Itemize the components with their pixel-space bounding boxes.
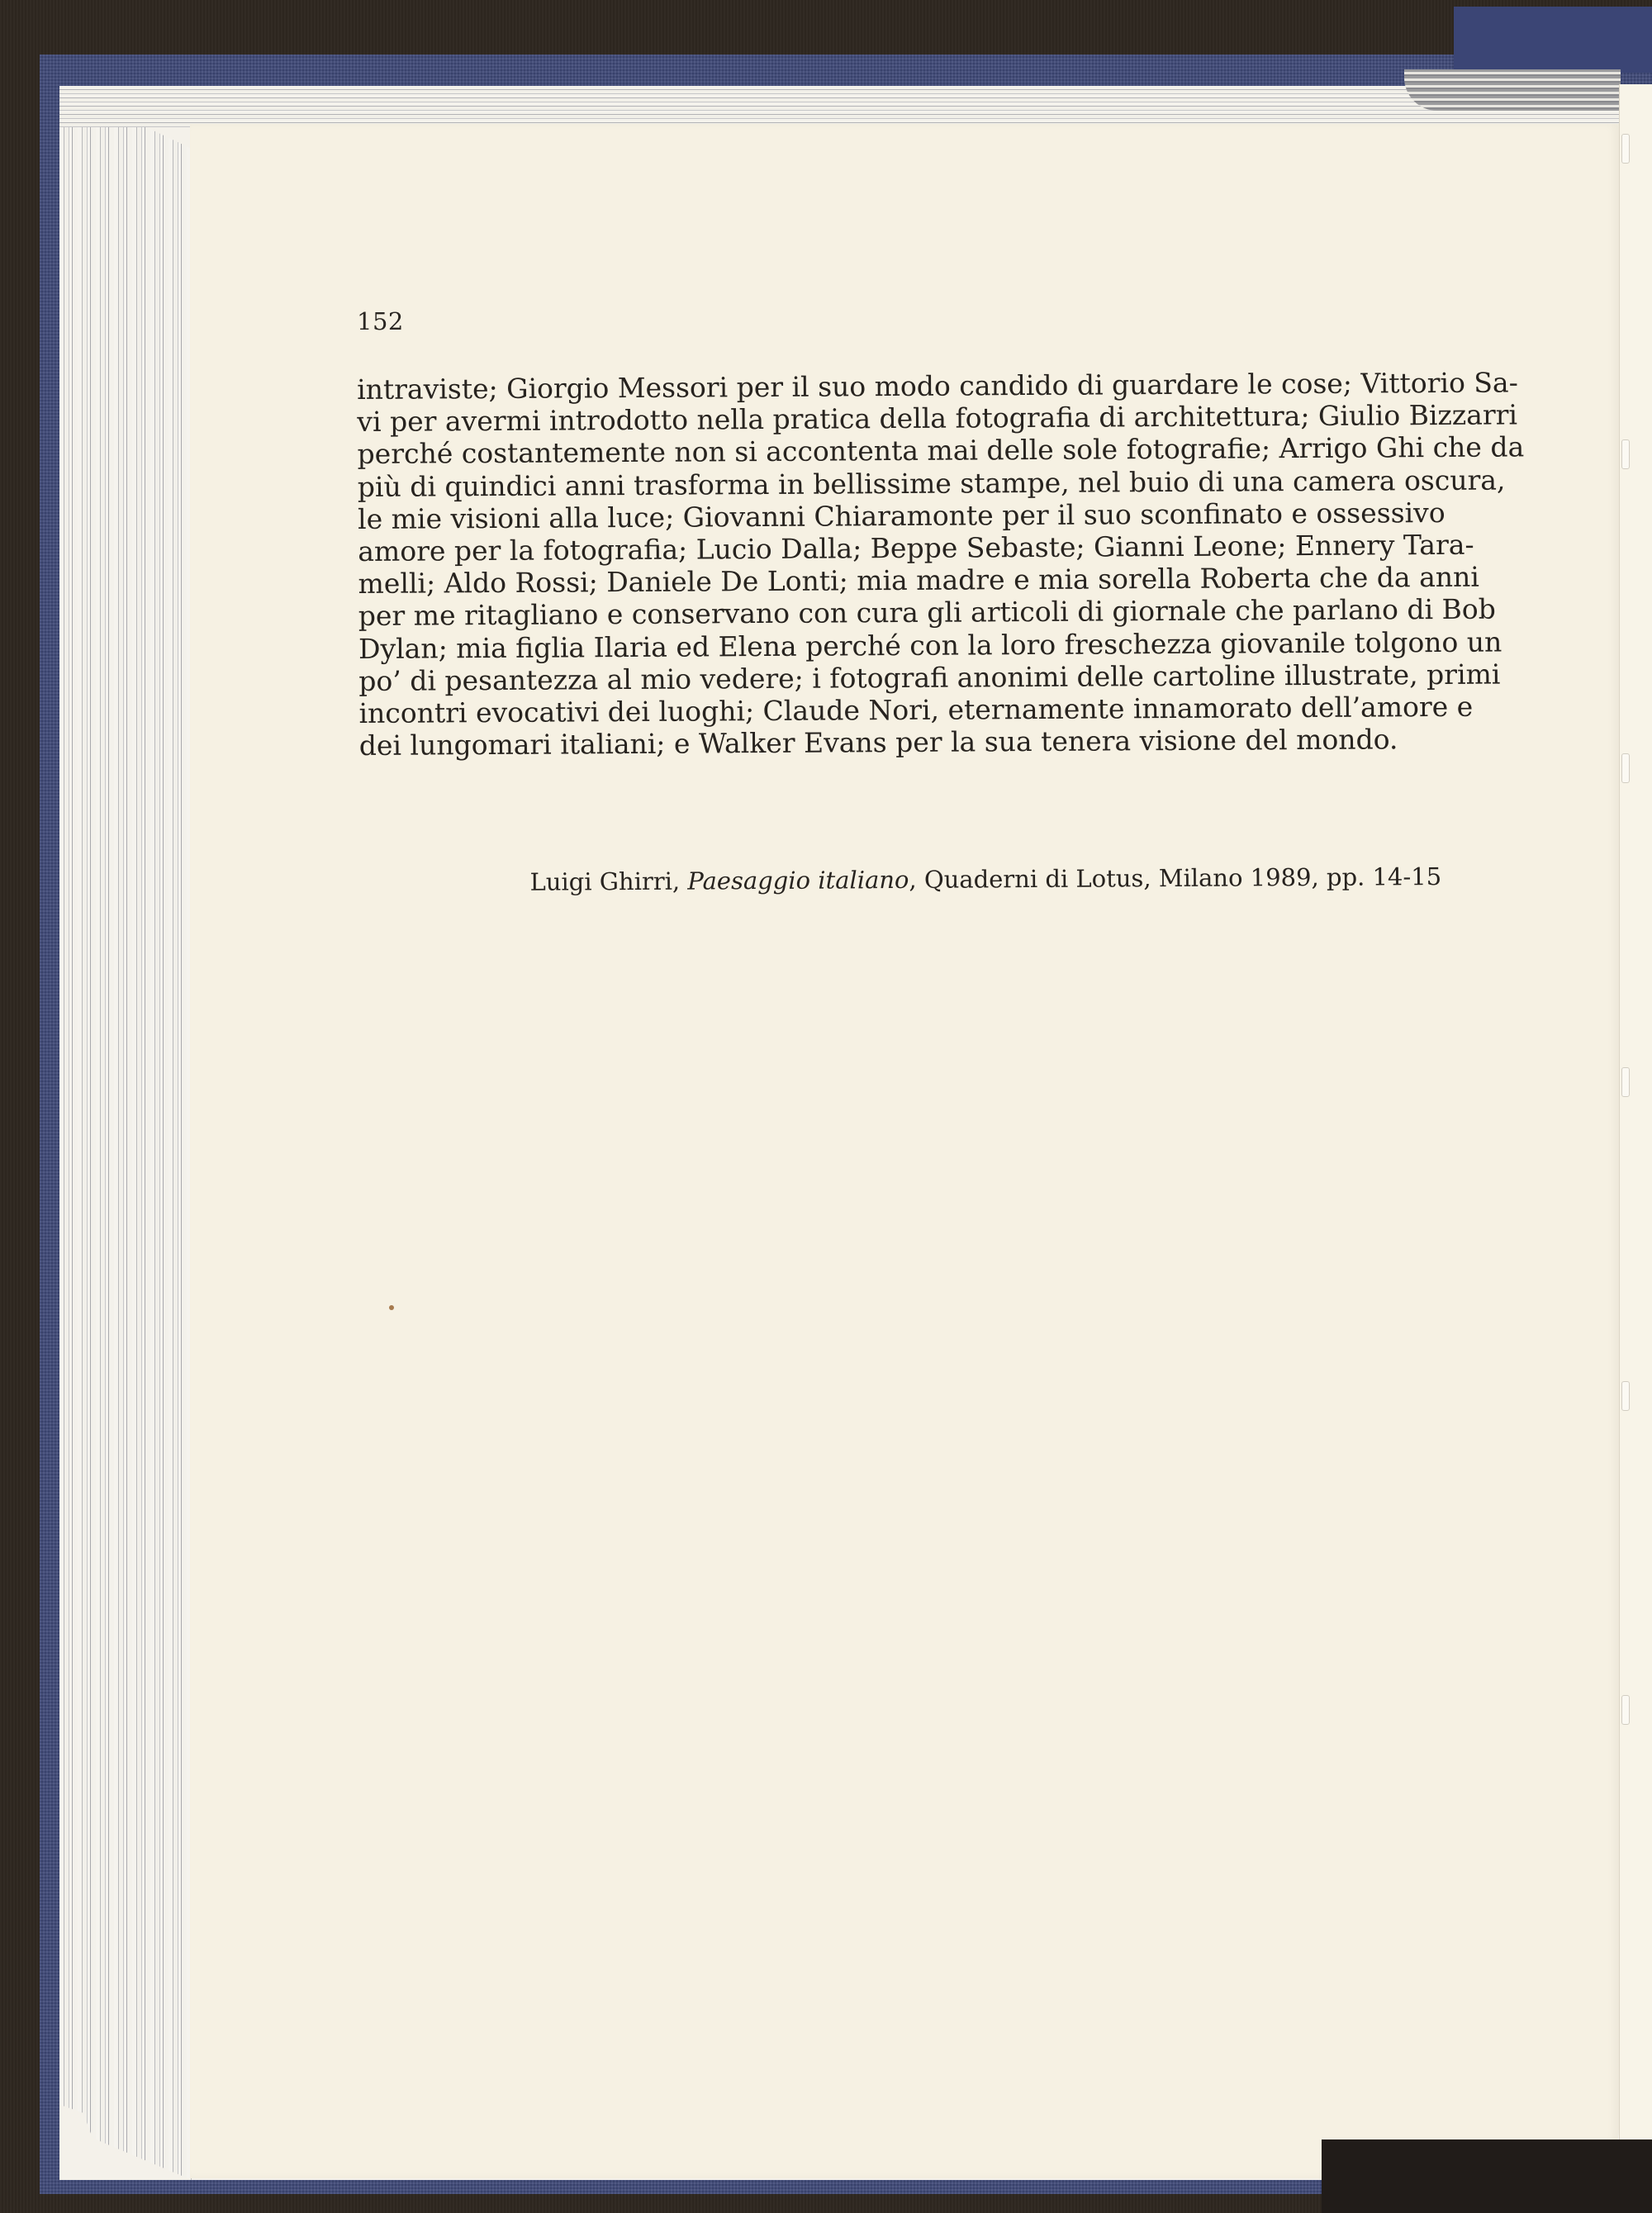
text-line: amore per la fotografia; Lucio Dalla; Beppe Sebaste; Gianni Leone; Ennery Tara- [358,528,1474,568]
binding-stitch [1621,1695,1630,1725]
text-line: Dylan; mia figlia Ilaria ed Elena perché con la loro freschezza giovanile tolgono un [358,625,1502,665]
binding-stitch [1621,1381,1630,1411]
binding-stitch [1621,1067,1630,1097]
source-citation [529,862,1441,896]
text-line: intraviste; Giorgio Messori per il suo modo candido di guardare le cose; Vittorio Sa- [357,366,1518,406]
text-line: incontri evocativi dei luoghi; Claude Nori, eternamente innamorato dell’amore e [358,690,1474,730]
text-line: le mie visioni alla luce; Giovanni Chiaramonte per il suo sconfinato e ossessivo [357,496,1446,535]
page-stack-top-edge [59,86,1621,127]
text-line: melli; Aldo Rossi; Daniele De Lonti; mia madre e mia sorella Roberta che da anni [358,560,1479,601]
page-stack-top-right-curl [1404,69,1621,111]
page-number: 152 [357,307,404,335]
page-stack-fore-edge [59,86,192,2180]
citation-title: Paesaggio italiano [687,865,909,895]
facing-page-gutter [1619,84,1652,2149]
citation-author: Luigi Ghirri, [529,867,688,896]
text-line: perché costantemente non si accontenta mai delle sole fotografie; Arrigo Ghi che da [357,430,1525,471]
binding-stitch [1621,134,1630,164]
paper-speck [389,1305,394,1310]
text-line: per me ritagliano e conservano con cura gli articoli di giornale che parlano di Bob [358,593,1496,633]
binding-stitch [1621,439,1630,469]
binding-stitch [1621,753,1630,783]
text-line: più di quindici anni trasforma in bellissime stampe, nel buio di una camera oscura, [357,463,1506,503]
text-line: dei lungomari italiani; e Walker Evans per la sua tenera visione del mondo. [358,723,1398,762]
citation-details: , Quaderni di Lotus, Milano 1989, pp. 14-15 [909,862,1442,894]
book-cover-top-right [1454,7,1652,73]
text-line: vi per avermi introdotto nella pratica della fotografia di architettura; Giulio Bizzarri [357,398,1518,439]
body-paragraph [357,366,1525,762]
bottom-shadow [1322,2139,1652,2213]
text-line: po’ di pesantezza al mio vedere; i fotografi anonimi delle cartoline illustrate, primi [358,658,1501,697]
